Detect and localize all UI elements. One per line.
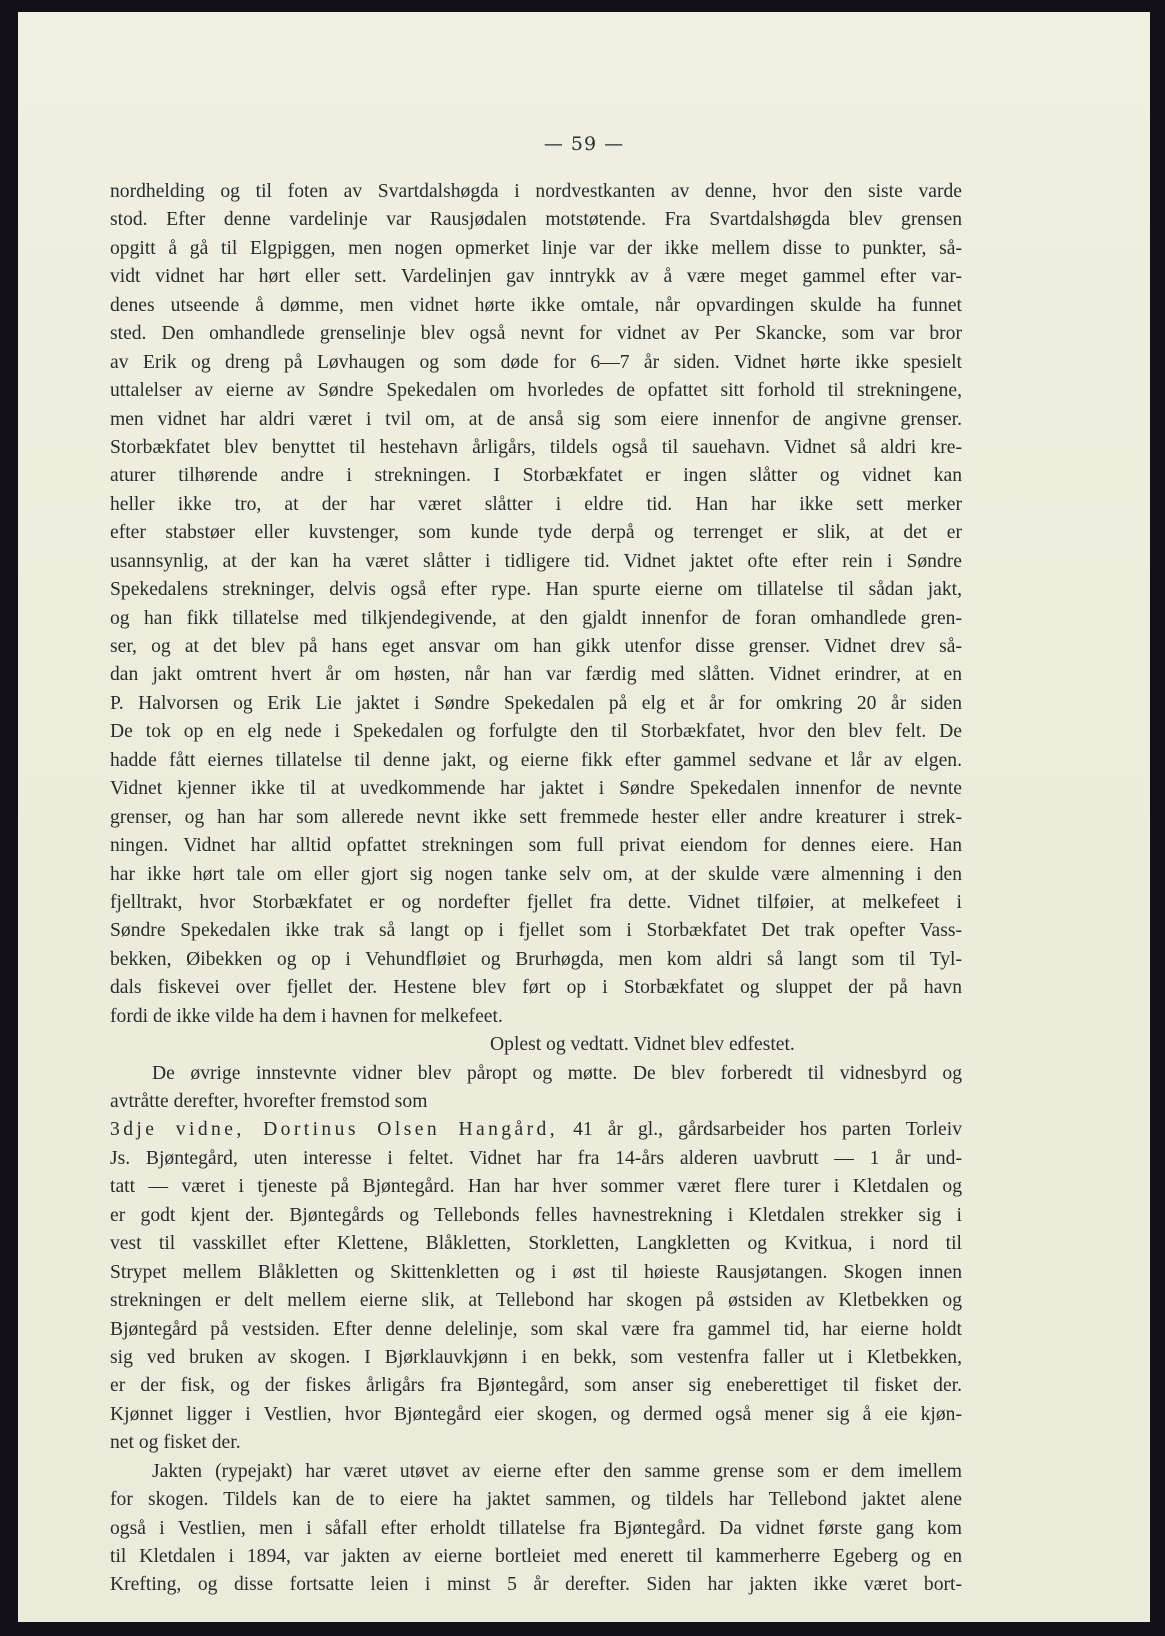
text-line: er der fisk, og der fiskes årligårs fra Bjøntegård, som anser sig eneberettiget til fisket der. [110, 1375, 962, 1397]
text-line: vest til vasskillet efter Klettene, Blåkletten, Storkletten, Langkletten og Kvitkua, i nord til [110, 1233, 962, 1255]
text-line: sted. Den omhandlede grenselinje blev også nevnt for vidnet av Per Skancke, som var bror [110, 323, 962, 345]
text-line: De øvrige innstevnte vidner blev påropt og møtte. De blev forberedt til vidnesbyrd og [152, 1062, 962, 1084]
page-number: — 59 — [543, 133, 625, 155]
text-line: fordi de ikke vilde ha dem i havnen for melkefeet. [110, 1005, 503, 1027]
text-line: og han fikk tillatelse med tilkjendegivende, at den gjaldt innenfor de foran omhandlede gren- [110, 607, 962, 629]
text-line: bekken, Øibekken og op i Vehundfløiet og Brurhøgda, men kom aldri så langt som til Tyl- [110, 948, 962, 970]
text-line: Spekedalens strekninger, delvis også efter rype. Han spurte eierne om tillatelse til sådan jakt, [110, 579, 962, 601]
text-line: heller ikke tro, at der har været slåtter i eldre tid. Han har ikke sett merker [110, 493, 962, 515]
text-line: vidt vidnet har hørt eller sett. Vardelinjen gav inntrykk av å være meget gammel efter var- [110, 266, 962, 288]
text-line: efter stabstøer eller kuvstenger, som kunde tyde derpå og terrenget er slik, at det er [110, 522, 962, 544]
text-line: men vidnet har aldri været i tvil om, at de anså sig som eiere innenfor de angivne grenser. [110, 408, 962, 430]
text-line: Krefting, og disse fortsatte leien i minst 5 år derefter. Siden har jakten ikke været bort- [110, 1574, 962, 1596]
text-line: opgitt å gå til Elgpiggen, men nogen opmerket linje var der ikke mellem disse to punkter, så- [110, 237, 962, 259]
text-line: fjelltrakt, hvor Storbækfatet er og nordefter fjellet fra dette. Vidnet tilføier, at melkefeet i [110, 891, 962, 913]
text-line: av Erik og dreng på Løvhaugen og som døde for 6—7 år siden. Vidnet hørte ikke spesielt [110, 351, 962, 373]
text-line: er godt kjent der. Bjøntegårds og Tellebonds felles havnestrekning i Kletdalen strekker sig i [110, 1204, 962, 1226]
text-line: Storbækfatet blev benyttet til hestehavn årligårs, tildels også til sauehavn. Vidnet så aldri kre- [110, 436, 962, 458]
text-line: sig ved bruken av skogen. I Bjørklauvkjønn i en bekk, som vestenfra faller ut i Kletbekken, [110, 1346, 962, 1368]
text-line: grenser, og han har som allerede nevnt ikke sett fremmede hester eller andre kreaturer i strek- [110, 806, 962, 828]
signature-line: Oplest og vedtatt. Vidnet blev edfestet. [490, 1034, 795, 1056]
text-line: tatt — været i tjeneste på Bjøntegård. Han har hver sommer været flere turer i Kletdalen og [110, 1176, 962, 1198]
text-line: hadde fått eiernes tillatelse til denne jakt, og eierne fikk efter gammel sedvane et lår av elgen. [110, 749, 962, 771]
body-text [110, 178, 962, 1600]
text-line: strekningen er delt mellem eierne slik, at Tellebond har skogen på østsiden av Kletbekken og [110, 1290, 962, 1312]
text-line: aturer tilhørende andre i strekningen. I Storbækfatet er ingen slåtter og vidnet kan [110, 465, 962, 487]
text-line: denes utseende å dømme, men vidnet hørte ikke omtale, når opvardingen skulde ha funnet [110, 294, 962, 316]
text-line: Bjøntegård på vestsiden. Efter denne delelinje, som skal være fra gammel tid, har eierne holdt [110, 1318, 962, 1340]
text-line: net og fisket der. [110, 1432, 241, 1454]
text-line: dan jakt omtrent hvert år om høsten, når han var færdig med slåtten. Vidnet erindrer, at en [110, 664, 962, 686]
text-line: Strypet mellem Blåkletten og Skittenkletten og i øst til høieste Rausjøtangen. Skogen innen [110, 1261, 962, 1283]
text-line: ningen. Vidnet har alltid opfattet strekningen som full privat eiendom for dennes eiere. Han [110, 835, 962, 857]
text-line: Kjønnet ligger i Vestlien, hvor Bjøntegård eier skogen, og dermed også mener sig å eie kjøn- [110, 1403, 962, 1425]
text-line: avtråtte derefter, hvorefter fremstod som [110, 1091, 428, 1112]
text-line: Søndre Spekedalen ikke trak så langt op i fjellet som i Storbækfatet Det trak opefter Vass- [110, 920, 962, 942]
text-line: dals fiskevei over fjellet der. Hestene blev ført op i Storbækfatet og sluppet der på havn [110, 977, 962, 999]
text-line: uttalelser av eierne av Søndre Spekedalen om hvorledes de opfattet sitt forhold til strekningene, [110, 380, 962, 402]
text-line: Vidnet kjenner ikke til at uvedkommende har jaktet i Søndre Spekedalen innenfor de nevnte [110, 778, 962, 800]
text-line: P. Halvorsen og Erik Lie jaktet i Søndre Spekedalen på elg et år for omkring 20 år siden [110, 692, 962, 714]
text-line: Jakten (rypejakt) har været utøvet av eierne efter den samme grense som er dem imellem [152, 1460, 962, 1482]
text-line: Js. Bjøntegård, uten interesse i feltet. Vidnet har fra 14-års alderen uavbrutt — 1 år und- [110, 1147, 962, 1169]
text-line: nordhelding og til foten av Svartdalshøgda i nordvestkanten av denne, hvor den siste varde [110, 181, 962, 202]
text-line: til Kletdalen i 1894, var jakten av eierne bortleiet med enerett til kammerherre Egeberg og en [110, 1546, 962, 1567]
text-line: ser, og at det blev på hans eget ansvar om han gikk utenfor disse grenser. Vidnet drev så- [110, 636, 962, 657]
text-line: også i Vestlien, men i såfall efter erholdt tillatelse fra Bjøntegård. Da vidnet første gang kom [110, 1517, 962, 1539]
witness-name: 3dje vidne, Dortinus Olsen Hangård, [110, 1119, 559, 1141]
text-line: har ikke hørt tale om eller gjort sig nogen tanke selv om, at der skulde være almenning i den [110, 863, 962, 885]
text-line: stod. Efter denne vardelinje var Rausjødalen motstøtende. Fra Svartdalshøgda blev grensen [110, 209, 962, 231]
document-page [18, 12, 1150, 1622]
witness-heading-line [110, 1116, 962, 1144]
text-line: De tok op en elg nede i Spekedalen og forfulgte den til Storbækfatet, hvor den blev felt. De [110, 721, 962, 743]
text-line: usannsynlig, at der kan ha været slåtter i tidligere tid. Vidnet jaktet ofte efter rein i Søndre [110, 550, 962, 572]
witness-details: 41 år gl., gårdsarbeider hos parten Torleiv [558, 1119, 962, 1141]
text-line: for skogen. Tildels kan de to eiere ha jaktet sammen, og tildels har Tellebond jaktet alene [110, 1489, 962, 1511]
